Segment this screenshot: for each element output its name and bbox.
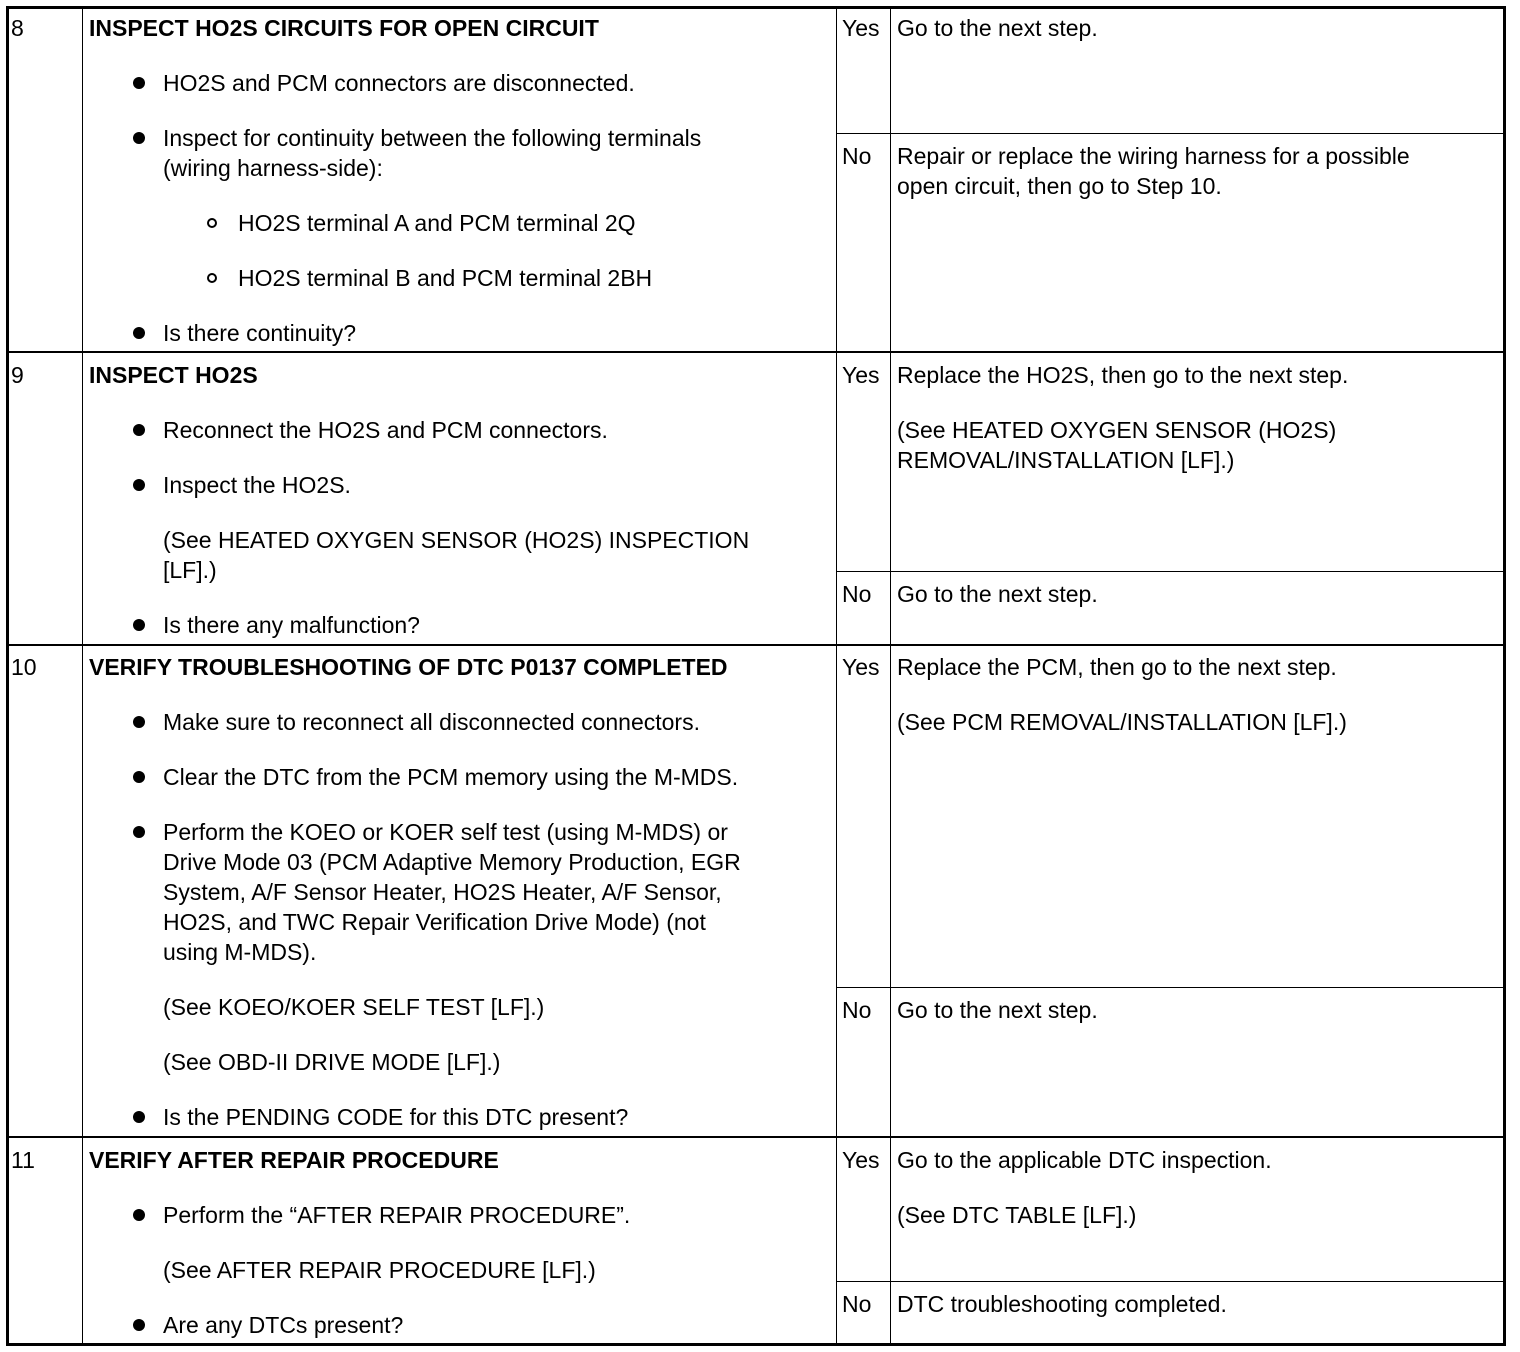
bullet-icon [133, 1209, 145, 1221]
step-title: INSPECT HO2S [89, 362, 258, 388]
yes-action: Replace the HO2S, then go to the next step. [897, 362, 1349, 388]
yes-label: Yes [842, 654, 880, 680]
no-label: No [842, 1291, 872, 1317]
step-bullet: Are any DTCs present? [163, 1312, 404, 1338]
step-bullet: Inspect for continuity between the following terminals [163, 125, 702, 151]
yes-no-divider [836, 571, 1506, 572]
step-bullet: Make sure to reconnect all disconnected connectors. [163, 709, 700, 735]
bullet-icon [133, 1319, 145, 1331]
bullet-icon [133, 132, 145, 144]
no-label: No [842, 581, 872, 607]
step-bullet: Perform the KOEO or KOER self test (using M-MDS) or [163, 819, 728, 845]
step-bullet: System, A/F Sensor Heater, HO2S Heater, A/F Sensor, [163, 879, 722, 905]
yes-reference: (See PCM REMOVAL/INSTALLATION [LF].) [897, 709, 1347, 735]
step-sub-bullet: HO2S terminal A and PCM terminal 2Q [238, 210, 636, 236]
no-action: DTC troubleshooting completed. [897, 1291, 1227, 1317]
bullet-icon [133, 771, 145, 783]
yes-reference: (See DTC TABLE [LF].) [897, 1202, 1137, 1228]
step-number: 11 [11, 1147, 35, 1173]
step-bullet: Inspect the HO2S. [163, 472, 351, 498]
col-divider [836, 6, 837, 1346]
yes-reference: REMOVAL/INSTALLATION [LF].) [897, 447, 1235, 473]
sub-bullet-icon [207, 218, 217, 228]
step-title: VERIFY AFTER REPAIR PROCEDURE [89, 1147, 499, 1173]
bullet-icon [133, 479, 145, 491]
step-reference: (See AFTER REPAIR PROCEDURE [LF].) [163, 1257, 596, 1283]
step-number: 8 [11, 15, 24, 41]
yes-action: Go to the applicable DTC inspection. [897, 1147, 1272, 1173]
no-action: Repair or replace the wiring harness for a possible [897, 143, 1410, 169]
step-bullet: Is there any malfunction? [163, 612, 420, 638]
step-bullet: Is there continuity? [163, 320, 357, 346]
row-divider [6, 644, 1506, 646]
no-action: open circuit, then go to Step 10. [897, 173, 1222, 199]
yes-action: Go to the next step. [897, 15, 1098, 41]
step-sub-bullet: HO2S terminal B and PCM terminal 2BH [238, 265, 653, 291]
row-divider [6, 1136, 1506, 1138]
step-bullet: Is the PENDING CODE for this DTC present? [163, 1104, 629, 1130]
bullet-icon [133, 327, 145, 339]
yes-no-divider [836, 133, 1506, 134]
step-reference: [LF].) [163, 557, 217, 583]
bullet-icon [133, 619, 145, 631]
step-bullet: HO2S, and TWC Repair Verification Drive Mode) (not [163, 909, 706, 935]
yes-no-divider [836, 987, 1506, 988]
step-bullet: HO2S and PCM connectors are disconnected. [163, 70, 635, 96]
col-divider [82, 6, 83, 1346]
yes-label: Yes [842, 1147, 880, 1173]
step-reference: (See KOEO/KOER SELF TEST [LF].) [163, 994, 545, 1020]
yes-action: Replace the PCM, then go to the next step. [897, 654, 1337, 680]
step-reference: (See OBD-II DRIVE MODE [LF].) [163, 1049, 501, 1075]
step-bullet: Drive Mode 03 (PCM Adaptive Memory Production, EGR [163, 849, 741, 875]
no-action: Go to the next step. [897, 581, 1098, 607]
no-label: No [842, 997, 872, 1023]
no-action: Go to the next step. [897, 997, 1098, 1023]
sub-bullet-icon [207, 273, 217, 283]
bullet-icon [133, 77, 145, 89]
step-bullet: Clear the DTC from the PCM memory using the M-MDS. [163, 764, 739, 790]
yes-label: Yes [842, 15, 880, 41]
yes-reference: (See HEATED OXYGEN SENSOR (HO2S) [897, 417, 1337, 443]
bullet-icon [133, 424, 145, 436]
step-title: VERIFY TROUBLESHOOTING OF DTC P0137 COMPLETED [89, 654, 728, 680]
bullet-icon [133, 1111, 145, 1123]
step-bullet: (wiring harness-side): [163, 155, 383, 181]
bullet-icon [133, 716, 145, 728]
step-bullet: Perform the “AFTER REPAIR PROCEDURE”. [163, 1202, 631, 1228]
yes-no-divider [836, 1281, 1506, 1282]
col-divider [890, 6, 891, 1346]
step-bullet: using M-MDS). [163, 939, 317, 965]
step-bullet: Reconnect the HO2S and PCM connectors. [163, 417, 608, 443]
step-title: INSPECT HO2S CIRCUITS FOR OPEN CIRCUIT [89, 15, 599, 41]
bullet-icon [133, 826, 145, 838]
no-label: No [842, 143, 872, 169]
step-number: 10 [11, 654, 37, 680]
yes-label: Yes [842, 362, 880, 388]
row-divider [6, 351, 1506, 353]
step-number: 9 [11, 362, 24, 388]
step-reference: (See HEATED OXYGEN SENSOR (HO2S) INSPECTION [163, 527, 750, 553]
